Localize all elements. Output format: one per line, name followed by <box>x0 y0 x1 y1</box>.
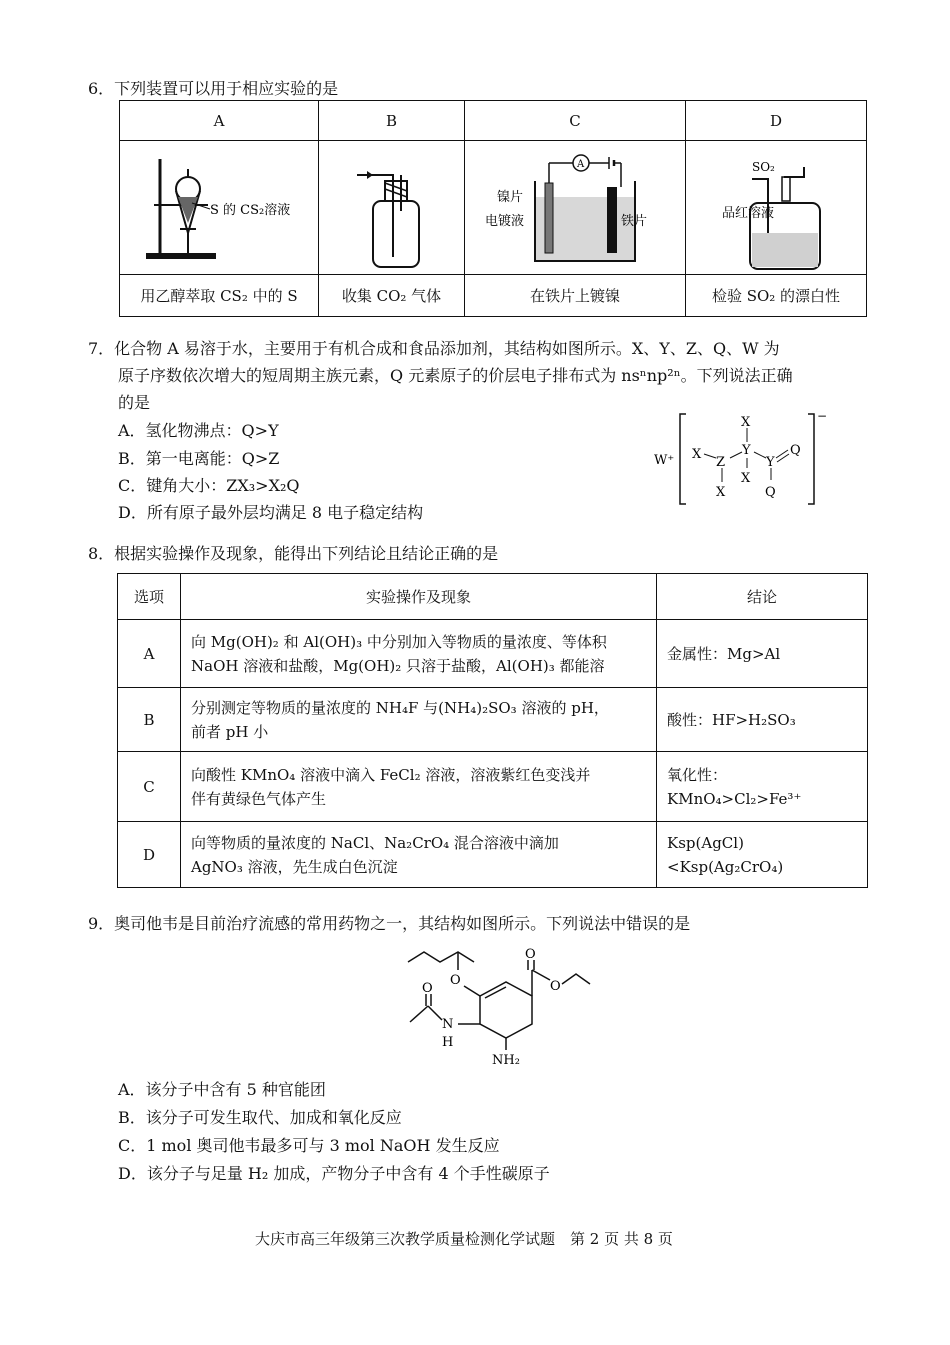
q8-row-c-c2: KMnO₄>Cl₂>Fe³⁺ <box>667 789 802 808</box>
q9-option-b: B．该分子可发生取代、加成和氧化反应 <box>118 1108 402 1127</box>
q8-stem: 8．根据实验操作及现象，能得出下列结论且结论正确的是 <box>88 544 499 563</box>
q6-header-a: A <box>120 101 319 141</box>
q8-row-a-conclusion <box>657 620 868 688</box>
q8-row-d-op2: AgNO₃ 溶液，先生成白色沉淀 <box>191 857 398 876</box>
q8-row-c-c1: 氧化性： <box>667 765 728 784</box>
q7-cation: W⁺ <box>654 453 675 468</box>
q6-stem: 6．下列装置可以用于相应实验的是 <box>88 79 339 98</box>
q7-atom-y2: Y <box>766 455 775 470</box>
q7-option-b: B．第一电离能：Q>Z <box>118 449 280 468</box>
q6-caption-c: 在铁片上镀镍 <box>465 275 686 317</box>
q8-row-d-option: D <box>118 822 181 888</box>
q7-atom-z: Z <box>716 455 726 470</box>
q9-ester-o: O <box>550 979 561 994</box>
q7-structure-diagram <box>650 406 830 510</box>
q8-row-c-op2: 伴有黄绿色气体产生 <box>191 789 327 808</box>
q7-stem-line2: 原子序数依次增大的短周期主族元素，Q 元素原子的价层电子排布式为 nsⁿnp²ⁿ。下列说法正确 <box>118 366 793 385</box>
q8-row-a-c1: 金属性：Mg>Al <box>667 644 781 663</box>
q8-row-b-conclusion <box>657 688 868 752</box>
oseltamivir-structure <box>400 940 600 1070</box>
q8-row-c-op1: 向酸性 KMnO₄ 溶液中滴入 FeCl₂ 溶液，溶液紫红色变浅并 <box>191 765 591 784</box>
wash-bottle-icon <box>686 141 870 275</box>
q8-row-b-option: B <box>118 688 181 752</box>
page-footer: 大庆市高三年级第三次教学质量检测化学试题 第 2 页 共 8 页 <box>255 1230 673 1248</box>
q8-row-a-operation <box>181 620 657 688</box>
q6-header-c: C <box>465 101 686 141</box>
q7-atom-x1: X <box>692 447 702 462</box>
q8-row-b-op2: 前者 pH 小 <box>191 722 269 741</box>
q8-row-b <box>118 688 868 752</box>
q8-header-conclusion: 结论 <box>657 574 868 620</box>
q7-charge: − <box>817 409 828 423</box>
gas-bottle-icon <box>319 141 462 275</box>
q9-stem: 9．奥司他韦是目前治疗流感的常用药物之一，其结构如图所示。下列说法中错误的是 <box>88 914 691 933</box>
q6-apparatus-b <box>319 141 465 275</box>
q6-apparatus-c <box>465 141 686 275</box>
q8-row-d <box>118 822 868 888</box>
q8-row-c-option: C <box>118 752 181 822</box>
q8-row-c-operation <box>181 752 657 822</box>
electroplating-cell-icon <box>465 141 683 275</box>
q8-row-c-conclusion <box>657 752 868 822</box>
q9-amide-o: O <box>422 981 433 996</box>
q8-row-d-op1: 向等物质的量浓度的 NaCl、Na₂CrO₄ 混合溶液中滴加 <box>191 833 559 852</box>
q8-header-operation: 实验操作及现象 <box>181 574 657 620</box>
q8-row-b-operation <box>181 688 657 752</box>
q7-option-a: A．氢化物沸点：Q>Y <box>118 421 279 440</box>
q7-option-c: C．键角大小：ZX₃>X₂Q <box>118 476 300 495</box>
q9-carbonyl-o: O <box>525 947 536 962</box>
q6-label-nickel: 镍片 <box>497 190 524 205</box>
q6-apparatus-d <box>686 141 867 275</box>
q8-row-d-operation <box>181 822 657 888</box>
q6-label-ammeter: A <box>577 159 585 170</box>
q7-atom-x2: X <box>716 485 726 500</box>
separatory-funnel-icon <box>120 141 316 275</box>
q7-atom-q2: Q <box>765 485 776 500</box>
q9-option-d: D．该分子与足量 H₂ 加成，产物分子中含有 4 个手性碳原子 <box>118 1164 550 1183</box>
q6-header-b: B <box>319 101 465 141</box>
q6-label-electrolyte: 电镀液 <box>485 214 525 229</box>
q6-label-fuchsin: 品红溶液 <box>722 206 775 221</box>
q7-atom-x4: X <box>741 471 751 486</box>
q7-atom-y1: Y <box>742 443 751 458</box>
q8-row-b-op1: 分别测定等物质的量浓度的 NH₄F 与(NH₄)₂SO₃ 溶液的 pH， <box>191 698 609 717</box>
q8-row-a <box>118 620 868 688</box>
q9-amide-h: H <box>442 1035 454 1050</box>
q6-label-a: S 的 CS₂溶液 <box>210 203 291 218</box>
q7-atom-x3: X <box>741 415 751 430</box>
q9-amine-nh2: NH₂ <box>492 1053 520 1068</box>
q9-option-c: C．1 mol 奥司他韦最多可与 3 mol NaOH 发生反应 <box>118 1136 500 1155</box>
q9-amide-n: N <box>442 1017 454 1032</box>
q8-row-b-c1: 酸性：HF>H₂SO₃ <box>667 710 796 729</box>
q7-atom-q1: Q <box>790 443 801 458</box>
q6-caption-d: 检验 SO₂ 的漂白性 <box>686 275 867 317</box>
q6-caption-a: 用乙醇萃取 CS₂ 中的 S <box>120 275 319 317</box>
q7-stem-line3: 的是 <box>118 393 151 412</box>
q6-apparatus-a <box>120 141 319 275</box>
q8-header-option: 选项 <box>118 574 181 620</box>
q8-row-a-op2: NaOH 溶液和盐酸，Mg(OH)₂ 只溶于盐酸，Al(OH)₃ 都能溶 <box>191 656 605 675</box>
q7-option-d: D．所有原子最外层均满足 8 电子稳定结构 <box>118 503 424 522</box>
q9-ether-o: O <box>450 973 461 988</box>
q6-caption-b: 收集 CO₂ 气体 <box>319 275 465 317</box>
q8-row-d-c1: Ksp(AgCl)<Ksp(Ag₂CrO₄) <box>667 833 784 876</box>
q8-row-a-option: A <box>118 620 181 688</box>
q6-label-so2: SO₂ <box>752 160 775 174</box>
q9-option-a: A．该分子中含有 5 种官能团 <box>118 1080 326 1099</box>
q8-row-d-conclusion <box>657 822 868 888</box>
q8-row-c <box>118 752 868 822</box>
q7-stem-line1: 7．化合物 A 易溶于水，主要用于有机合成和食品添加剂，其结构如图所示。X、Y、Z、Q、W 为 <box>88 339 780 358</box>
q8-row-a-op1: 向 Mg(OH)₂ 和 Al(OH)₃ 中分别加入等物质的量浓度、等体积 <box>191 632 607 651</box>
q6-label-iron: 铁片 <box>621 214 648 229</box>
q6-apparatus-table <box>119 100 867 317</box>
q8-experiment-table <box>117 573 868 888</box>
q6-header-d: D <box>686 101 867 141</box>
